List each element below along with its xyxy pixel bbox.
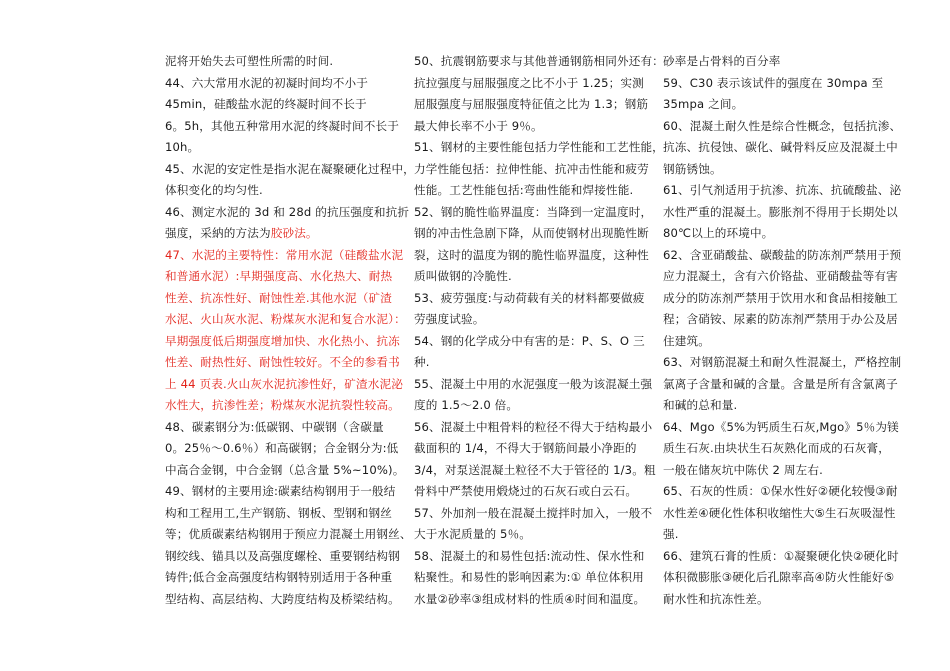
text-segment: 强度，采納的方法为	[165, 226, 271, 240]
text-line: 力学性能包括：拉伸性能、抗冲击性能和疲劳	[414, 161, 649, 176]
highlighted-text-line: 47、水泥的主要特性：常用水泥（硅酸盐水泥	[165, 247, 404, 262]
text-line: 钢绞线、锚具以及高强度螺栓、重要钢结构钢	[165, 548, 400, 563]
text-line	[165, 223, 397, 245]
text-line: 性能。工艺性能包括:弯曲性能和焊接性能.	[414, 183, 634, 197]
text-line: 45、水泥的安定性是指水泥在凝聚硬化过程中，	[165, 161, 415, 176]
text-line: 氯离子含量和碱的含量。含量是所有含氯离子	[663, 376, 898, 391]
text-line: 砂率是占骨料的百分率	[663, 54, 781, 68]
text-line: 裂，这时的温度为钢的脆性临界温度，这种性	[414, 247, 649, 262]
text-line: 体积变化的均匀性.	[165, 183, 263, 197]
text-line: 46、测定水泥的 3d 和 28d 的抗压强度和抗折	[165, 204, 410, 219]
text-line: 51、钢材的主要性能包括力学性能和工艺性能，	[414, 140, 664, 154]
text-line: 45min，硅酸盐水泥的终凝时间不长于	[165, 97, 367, 111]
text-line: 3/4，对泵送混凝土粒径不大于管径的 1/3。粗	[414, 462, 656, 477]
text-line: 住建筑。	[663, 333, 710, 348]
text-line: 55、混凝土中用的水泥强度一般为该混凝土强	[414, 376, 653, 391]
text-line: 62、含亚硝酸盐、碳酸盐的防冻剂严禁用于预	[663, 247, 902, 262]
text-line: 水性严重的混凝土。膨胀剂不得用于长期处以	[663, 204, 898, 219]
text-line: 57、外加剂一般在混凝土搅拌时加入，一般不	[414, 505, 653, 520]
text-line: 35mpa 之间。	[663, 97, 744, 111]
text-line: 和碱的总和量.	[663, 398, 738, 412]
text-line: 构和工程用工,生产钢筋、钢板、型钢和钢丝	[165, 505, 392, 520]
text-line: 63、对钢筋混凝土和耐久性混凝土，严格控制	[663, 355, 902, 369]
text-line: 48、碳素钢分为:低碳钢、中碳钢（含碳量	[165, 419, 384, 434]
text-line: 60、混凝土耐久性是综合性概念，包括抗渗、	[663, 118, 902, 133]
text-line: 种.	[414, 355, 430, 369]
text-line: 屈服强度与屈服强度特征值之比为 1.3；钢筋	[414, 97, 649, 111]
text-line: 钢筋锈蚀。	[663, 161, 722, 176]
text-line: 强.	[663, 527, 679, 541]
text-line: 最大伸长率不小于 9％。	[414, 118, 543, 133]
text-line: 50、抗震钢筋要求与其他普通钢筋相同外还有：	[414, 54, 664, 68]
text-line: 劳强度试验。	[414, 312, 485, 326]
text-line: 钢的冲击性急剧下降，从而使钢材出现脆性断	[414, 226, 649, 240]
text-line: 65、石灰的性质：①保水性好②硬化较慢③耐	[663, 484, 898, 498]
highlighted-text: 胶砂法。	[270, 226, 318, 240]
text-line: 质生石灰.由块状生石灰熟化而成的石灰膏，	[663, 441, 890, 455]
text-line: 骨料中严禁使用煅烧过的石灰石或白云石。	[414, 484, 638, 498]
text-line: 中高合金钢，中合金钢（总含量 5%~10%)。	[165, 462, 405, 477]
text-line: 59、C30 表示该试件的强度在 30mpa 至	[663, 75, 884, 90]
text-line: 44、六大常用水泥的初凝时间均不小于	[165, 75, 368, 90]
text-line: 56、混凝土中粗骨料的粒径不得大于结构最小	[414, 419, 653, 434]
highlighted-text-line: 水性大，抗渗性差；粉煤灰水泥抗裂性较高。	[165, 398, 400, 412]
text-line: 10h。	[165, 140, 200, 154]
highlighted-text-line: 早期强度低后期强度增加快、水化热小、抗冻	[165, 333, 400, 348]
text-line: 铸件;低合金高强度结构钢特别适用于各种重	[165, 570, 393, 584]
text-line: 抗冻、抗侵蚀、碳化、碱骨料反应及混凝土中	[663, 140, 898, 154]
text-line: 应力混凝土，含有六价铬盐、亚硝酸盐等有害	[663, 269, 898, 283]
text-line: 54、钢的化学成分中有害的是：P、S、O 三	[414, 333, 645, 348]
text-line: 一般在储灰坑中陈伏 2 周左右.	[663, 462, 823, 477]
text-line: 成分的防冻剂严禁用于饮用水和食品相接触工	[663, 290, 898, 305]
text-line: 80℃以上的环境中。	[663, 226, 774, 240]
highlighted-text-line: 性差、抗冻性好、耐蚀性差.其他水泥（矿渣	[165, 290, 392, 305]
highlighted-text-line: 上 44 页表.火山灰水泥抗渗性好，矿渣水泥泌	[165, 376, 403, 391]
text-line: 6。5h，其他五种常用水泥的终凝时间不长于	[165, 118, 399, 133]
text-line: 49、钢材的主要用途:碳素结构钢用于一般结	[165, 484, 396, 498]
text-line: 型结构、高层结构、大跨度结构及桥梁结构。	[165, 591, 400, 606]
text-line: 66、建筑石膏的性质：①凝聚硬化快②硬化时	[663, 548, 899, 563]
highlighted-text-line: 和普通水泥）:早期强度高、水化热大、耐热	[165, 269, 393, 283]
text-line: 水量②砂率③组成材料的性质④时间和温度。	[414, 591, 646, 606]
text-line: 61、引气剂适用于抗渗、抗冻、抗硫酸盐、泌	[663, 183, 902, 197]
text-line: 度的 1.5～2.0 倍。	[414, 398, 519, 412]
text-line: 体积微膨胀③硬化后孔隙率高④防火性能好⑤	[663, 570, 895, 584]
text-line: 等；优质碳素结构钢用于预应力混凝土用钢丝、	[165, 527, 412, 541]
text-line: 耐水性和抗冻性差。	[663, 591, 769, 606]
text-line: 64、Mgo《5%为钙质生石灰,Mgo》5％为镁	[663, 419, 899, 434]
text-line: 粘聚性。和易性的影响因素为:① 单位体积用	[414, 570, 644, 584]
highlighted-text-line: 性差、耐热性好、耐蚀性较好。不全的参看书	[165, 355, 400, 369]
text-column-3	[663, 51, 902, 610]
text-line: 质叫做钢的冷脆性.	[414, 269, 512, 283]
text-line: 泥将开始失去可塑性所需的时间.	[165, 54, 334, 68]
text-line: 水性差④硬化性体积收缩性大⑤生石灰吸湿性	[663, 505, 896, 520]
text-line: 0。25％～0.6％）和高碳钢；合金钢分为:低	[165, 441, 399, 455]
highlighted-text-line: 水泥、火山灰水泥、粉煤灰水泥和复合水泥）：	[165, 312, 406, 326]
text-line: 53、疲劳强度:与动荷载有关的材料都要做疲	[414, 290, 645, 305]
text-line: 程；含硝铵、尿素的防冻剂严禁用于办公及居	[663, 312, 898, 326]
text-line: 大于水泥质量的 5％。	[414, 527, 532, 541]
text-line: 52、钢的脆性临界温度：当降到一定温度时，	[414, 204, 653, 219]
text-line: 58、混凝土的和易性包括:流动性、保水性和	[414, 548, 645, 563]
text-line: 截面积的 1/4，不得大于钢筋间最小净距的	[414, 441, 637, 455]
text-column-1	[165, 51, 415, 610]
text-column-2	[414, 51, 664, 610]
text-line: 抗拉强度与屈服强度之比不小于 1.25；实测	[414, 75, 644, 90]
